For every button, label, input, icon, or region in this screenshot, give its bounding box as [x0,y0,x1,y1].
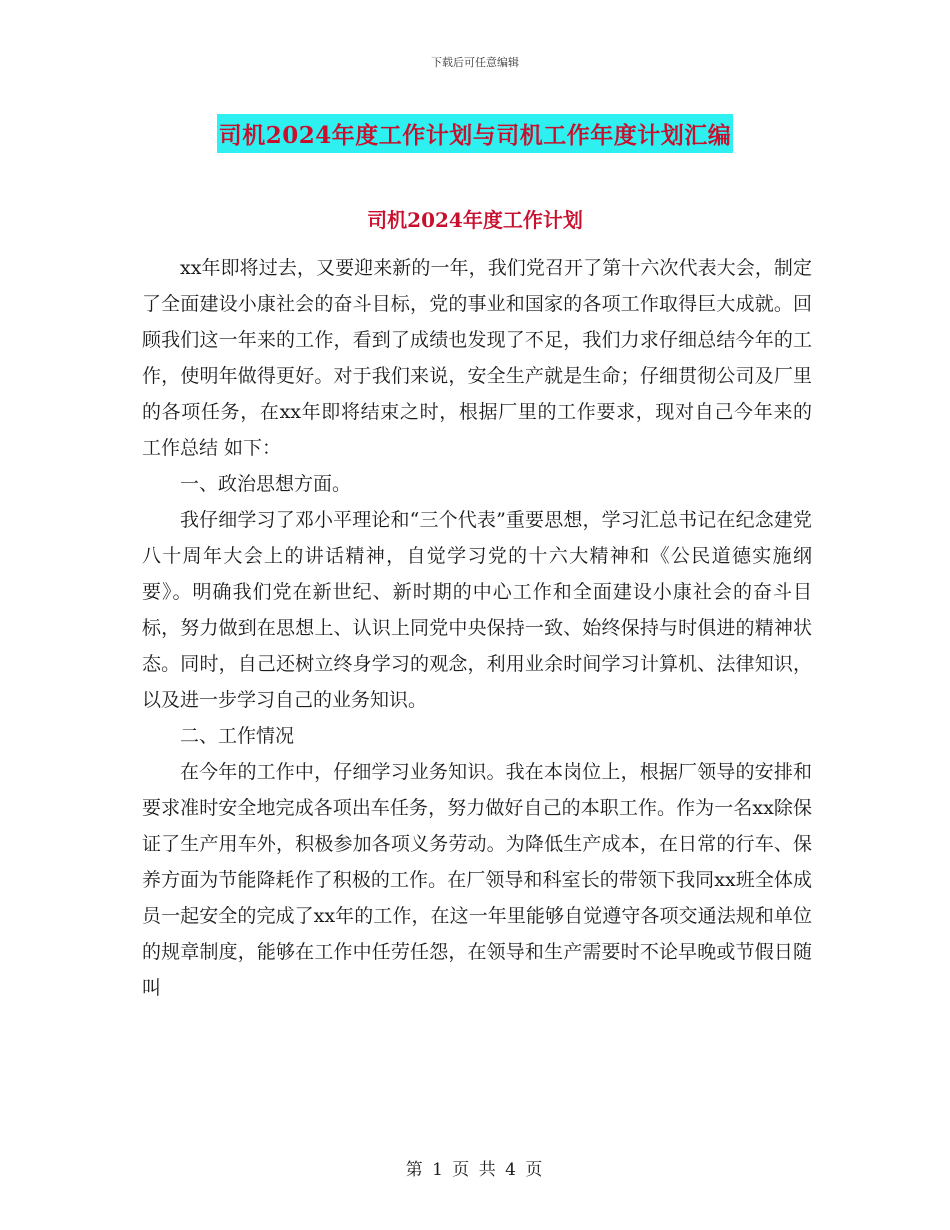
document-title-text: 司机2024年度工作计划与司机工作年度计划汇编 [217,114,734,153]
document-title [0,114,950,153]
paragraph: xx年即将过去，又要迎来新的一年，我们党召开了第十六次代表大会，制定了全面建设小康社会的奋斗目标，党的事业和国家的各项工作取得巨大成就。回顾我们这一年来的工作，看到了成绩也发现了不足，我们力求仔细总结今年的工作，使明年做得更好。对于我们来说，安全生产就是生命；仔细贯彻公司及厂里的各项任务，在xx年即将结束之时，根据厂里的工作要求，现对自己今年来的 工作总结 如下： [142,257,812,459]
paragraph-heading: 一、政治思想方面。 [180,473,352,495]
body-text [142,250,812,1006]
header-note: 下载后可任意编辑 [431,56,519,69]
paragraph: 在今年的工作中，仔细学习业务知识。我在本岗位上，根据厂领导的安排和要求准时安全地完成各项出车任务，努力做好自己的本职工作。作为一名xx除保证了生产用车外，积极参加各项义务劳动。为降低生产成本，在日常的行车、保养方面为节能降耗作了积极的工作。在厂领导和科室长的带领下我同xx班全体成员一起安全的完成了xx年的工作，在这一年里能够自觉遵守各项交通法规和单位的规章制度，能够在工作中任劳任怨，在领导和生产需要时不论早晚或节假日随叫 [142,761,812,999]
page-footer: 第 1 页 共 4 页 [405,1160,545,1180]
paragraph-heading: 二、工作情况 [180,725,295,747]
section-title: 司机2024年度工作计划 [367,208,583,232]
paragraph: 我仔细学习了邓小平理论和“三个代表”重要思想，学习汇总书记在纪念建党八十周年大会上的讲话精神，自觉学习党的十六大精神和《公民道德实施纲要》。明确我们党在新世纪、新时期的中心工作和全面建设小康社会的奋斗目标，努力做到在思想上、认识上同党中央保持一致、始终保持与时俱进的精神状态。同时，自己还树立终身学习的观念，利用业余时间学习计算机、法律知识，以及进一步学习自己的业务知识。 [142,509,812,711]
